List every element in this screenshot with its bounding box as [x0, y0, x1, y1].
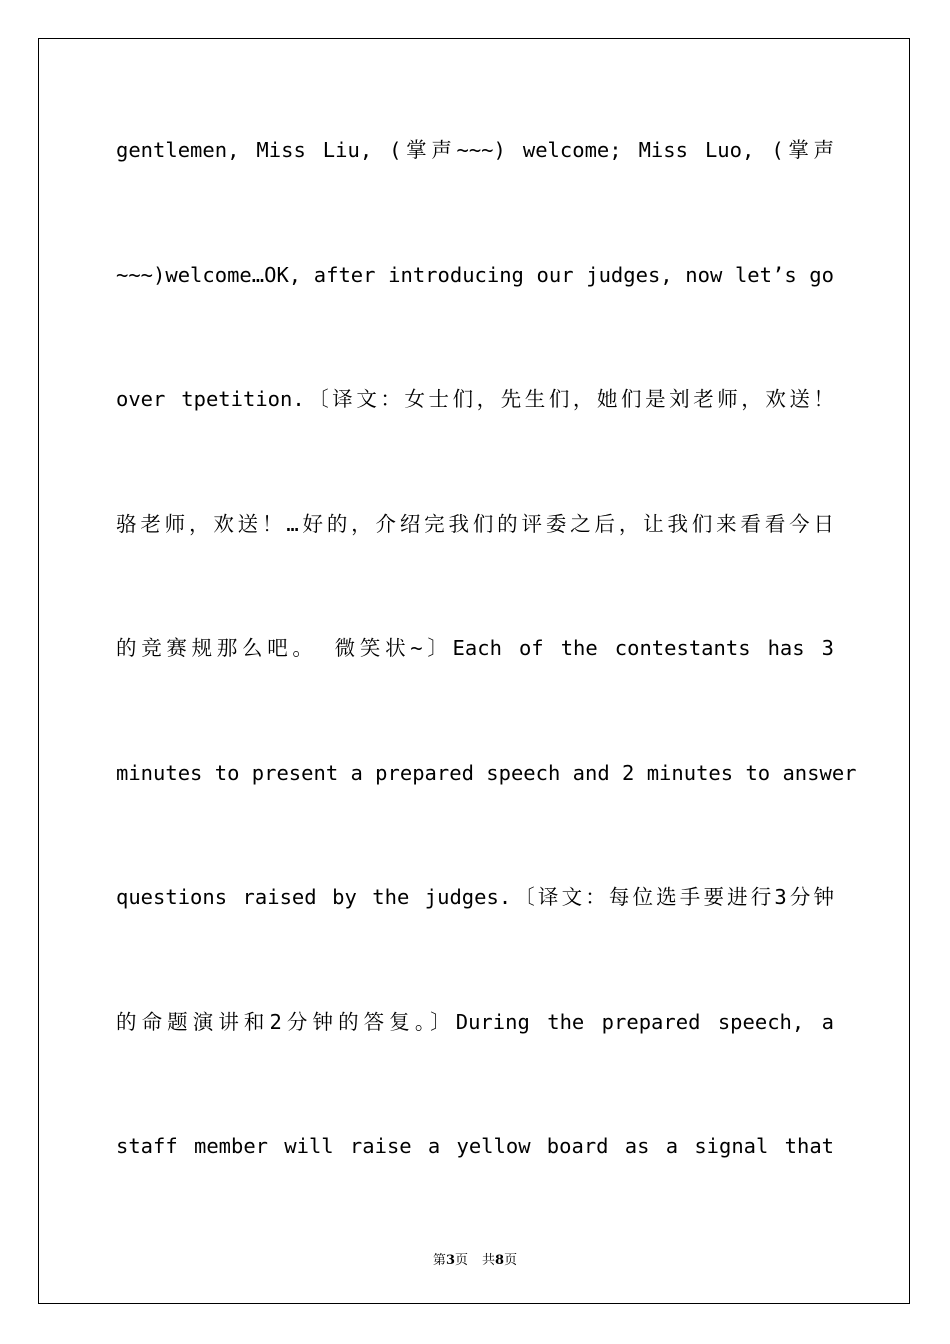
page-prefix: 第	[432, 1253, 446, 1268]
body-line-2: ~~~)welcome…OK, after introducing our judges, now let’s go	[116, 263, 834, 287]
body-line-9: staff member will raise a yellow board as a signal that	[116, 1134, 834, 1158]
page-unit: 页	[454, 1253, 468, 1268]
page-border	[38, 38, 910, 1304]
body-line-7: questions raised by the judges.〔译文：每位选手要进行3分钟	[116, 885, 834, 909]
total-prefix: 共	[482, 1253, 496, 1268]
total-unit: 页	[504, 1253, 518, 1268]
total-page-count: 8	[495, 1253, 505, 1268]
body-line-1: gentlemen, Miss Liu, (掌声~~~) welcome; Miss Luo, (掌声	[116, 138, 834, 162]
body-line-6: minutes to present a prepared speech and 2 minutes to answer	[116, 761, 857, 785]
current-page-number: 3	[445, 1253, 455, 1268]
page-number-footer	[0, 1249, 950, 1268]
body-line-4: 骆老师，欢送！…好的，介绍完我们的评委之后，让我们来看看今日	[116, 512, 834, 536]
body-line-8: 的命题演讲和2分钟的答复。〕During the prepared speech, a	[116, 1010, 834, 1034]
body-line-3: over tpetition.〔译文：女士们，先生们，她们是刘老师，欢送！	[116, 387, 834, 411]
body-line-5: 的竞赛规那么吧。 微笑状~〕Each of the contestants has 3	[116, 636, 834, 660]
